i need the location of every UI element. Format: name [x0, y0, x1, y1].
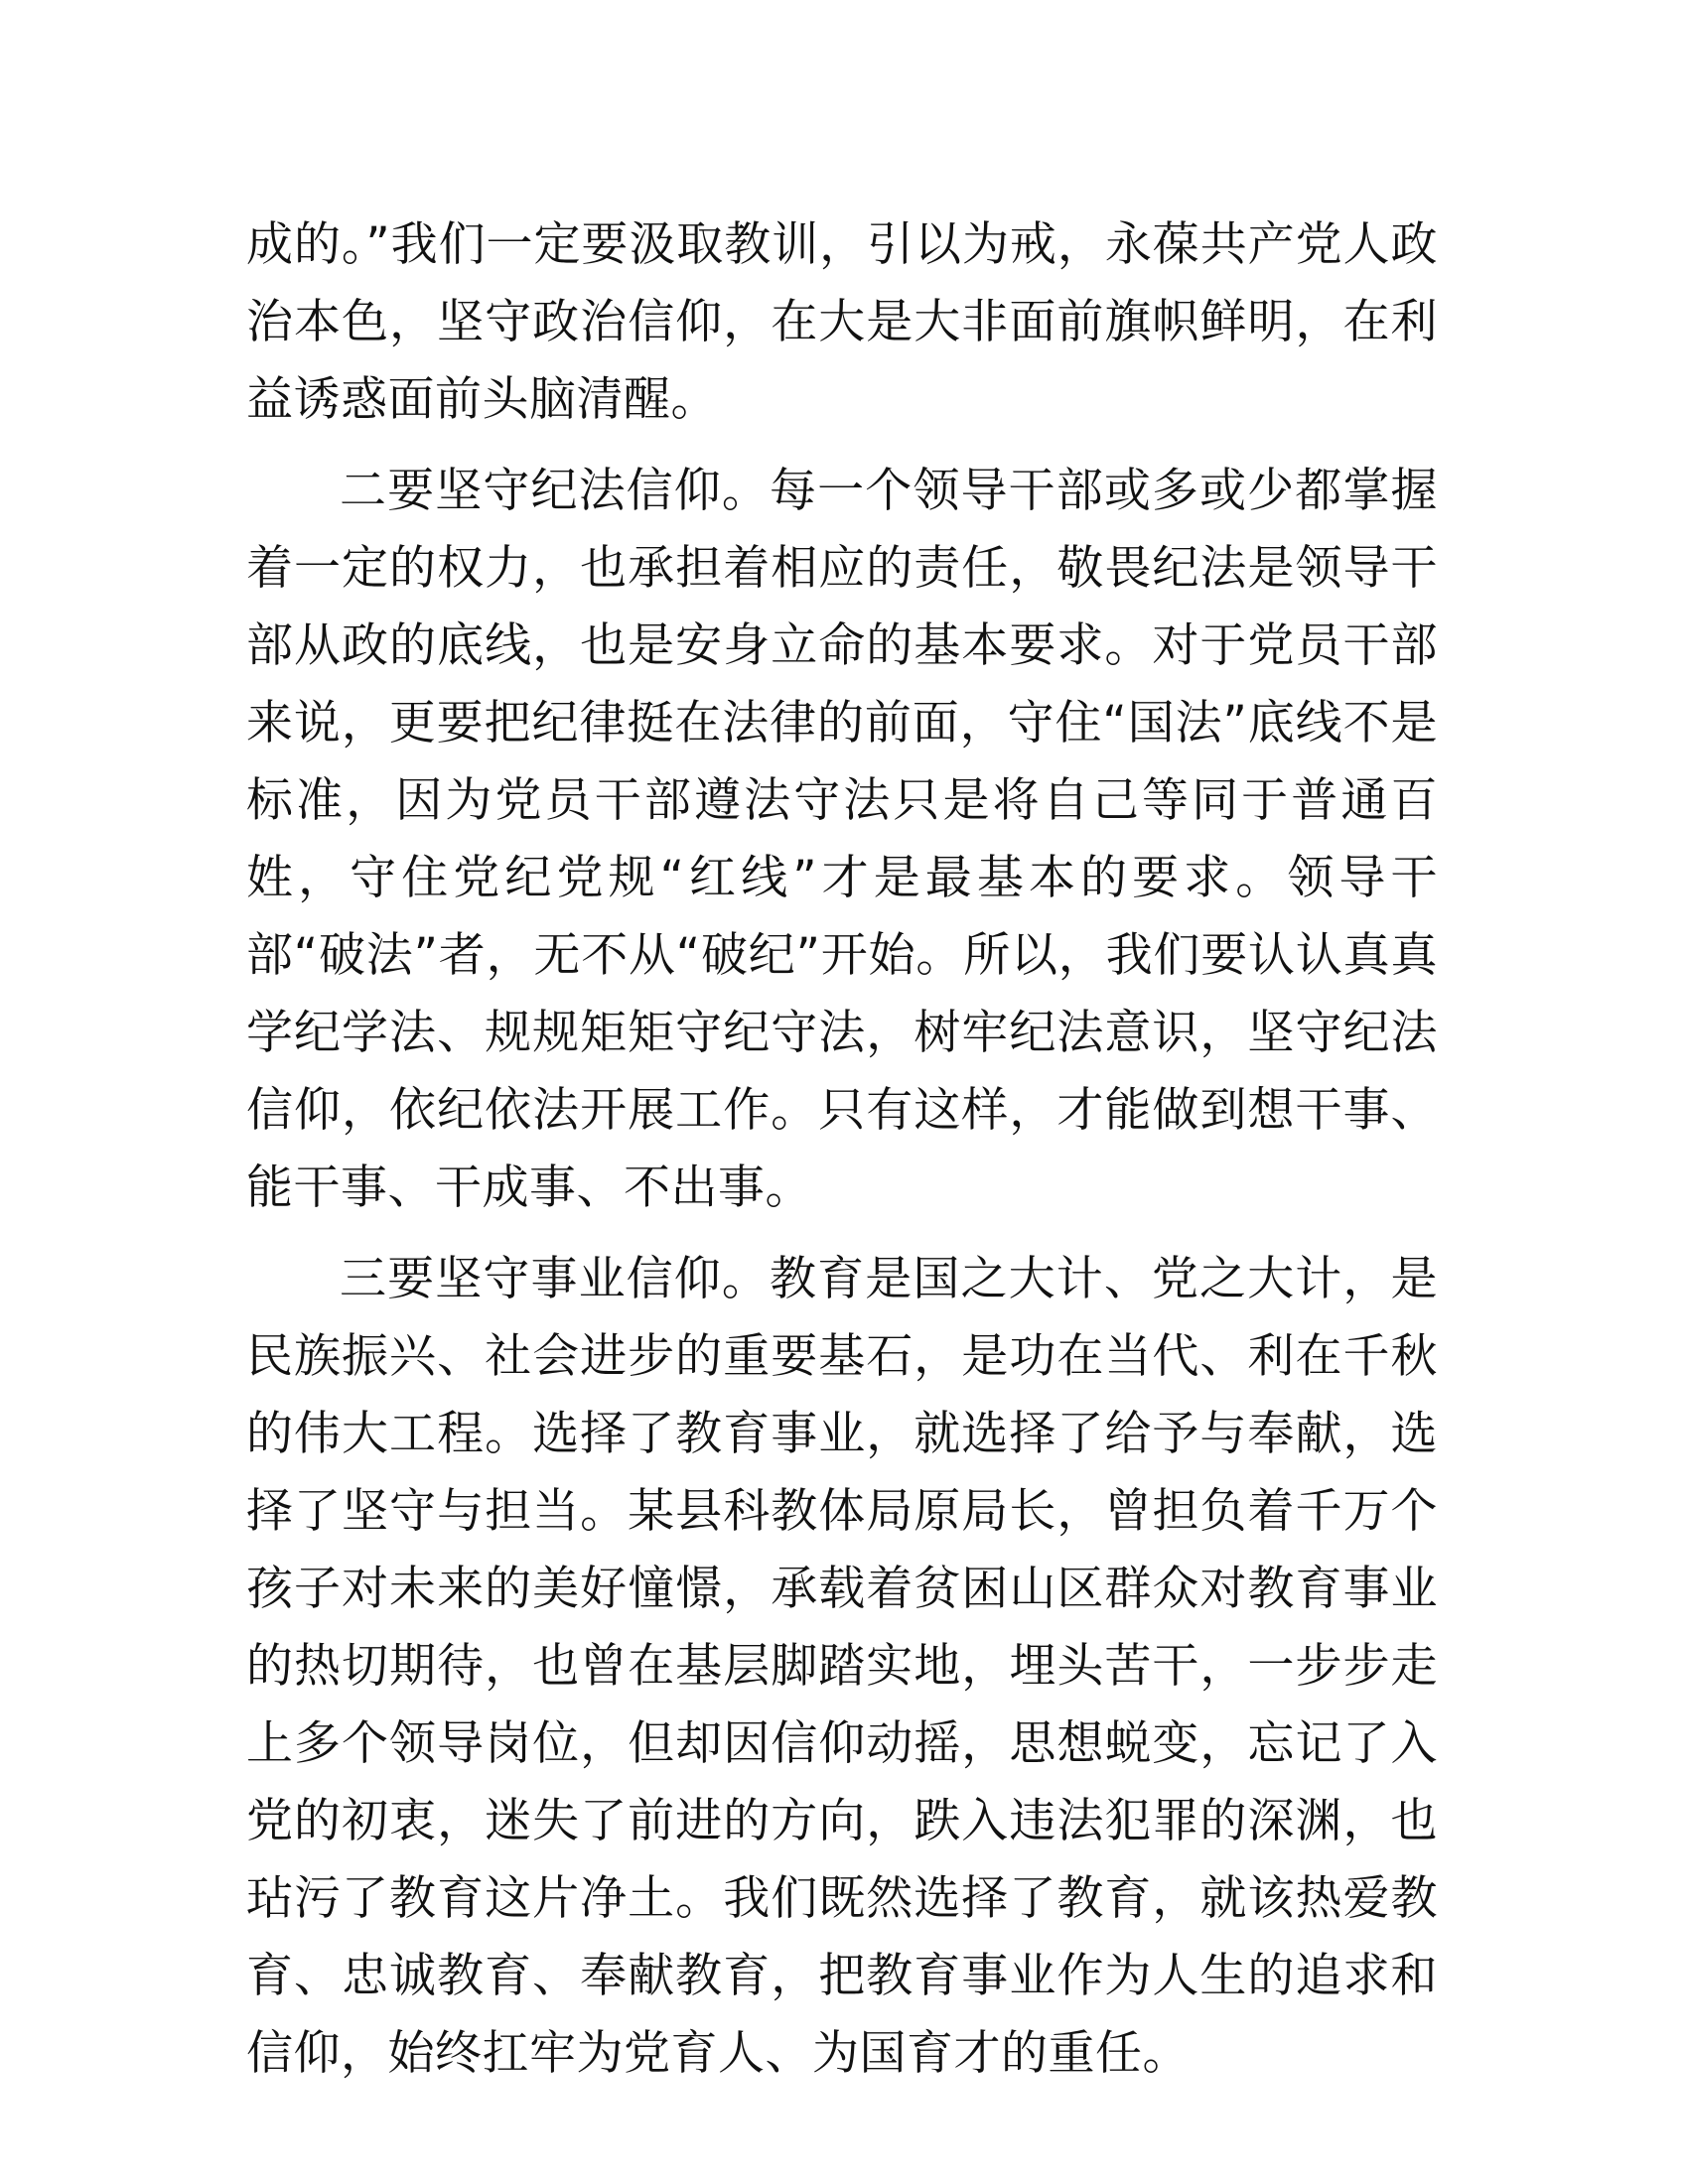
- paragraph-continuation: 成的。”我们一定要汲取教训，引以为戒，永葆共产党人政治本色，坚守政治信仰，在大是大非面前旗帜鲜明，在利益诱惑面前头脑清醒。: [246, 217, 1438, 427]
- paragraph-discipline-law-faith: 二要坚守纪法信仰。每一个领导干部或多或少都掌握着一定的权力，也承担着相应的责任，敬畏纪法是领导干部从政的底线，也是安身立命的基本要求。对于党员干部来说，更要把纪律挺在法律的前面，守住“国法”底线不是标准，因为党员干部遵法守法只是将自己等同于普通百姓，守住党纪党规“红线”才是最基本的要求。领导干部“破法”者，无不从“破纪”开始。所以，我们要认认真真学纪学法、规规矩矩守纪守法，树牢纪法意识，坚守纪法信仰，依纪依法开展工作。只有这样，才能做到想干事、能干事、干成事、不出事。: [246, 464, 1438, 1215]
- body-text: [246, 206, 1438, 2107]
- paragraph-career-faith: 三要坚守事业信仰。教育是国之大计、党之大计，是民族振兴、社会进步的重要基石，是功在当代、利在千秋的伟大工程。选择了教育事业，就选择了给予与奉献，选择了坚守与担当。某县科教体局原局长，曾担负着千万个孩子对未来的美好憧憬，承载着贫困山区群众对教育事业的热切期待，也曾在基层脚踏实地，埋头苦干，一步步走上多个领导岗位，但却因信仰动摇，思想蜕变，忘记了入党的初衷，迷失了前进的方向，跌入违法犯罪的深渊，也玷污了教育这片净土。我们既然选择了教育，就该热爱教育、忠诚教育、奉献教育，把教育事业作为人生的追求和信仰，始终扛牢为党育人、为国育才的重任。: [246, 1252, 1438, 2081]
